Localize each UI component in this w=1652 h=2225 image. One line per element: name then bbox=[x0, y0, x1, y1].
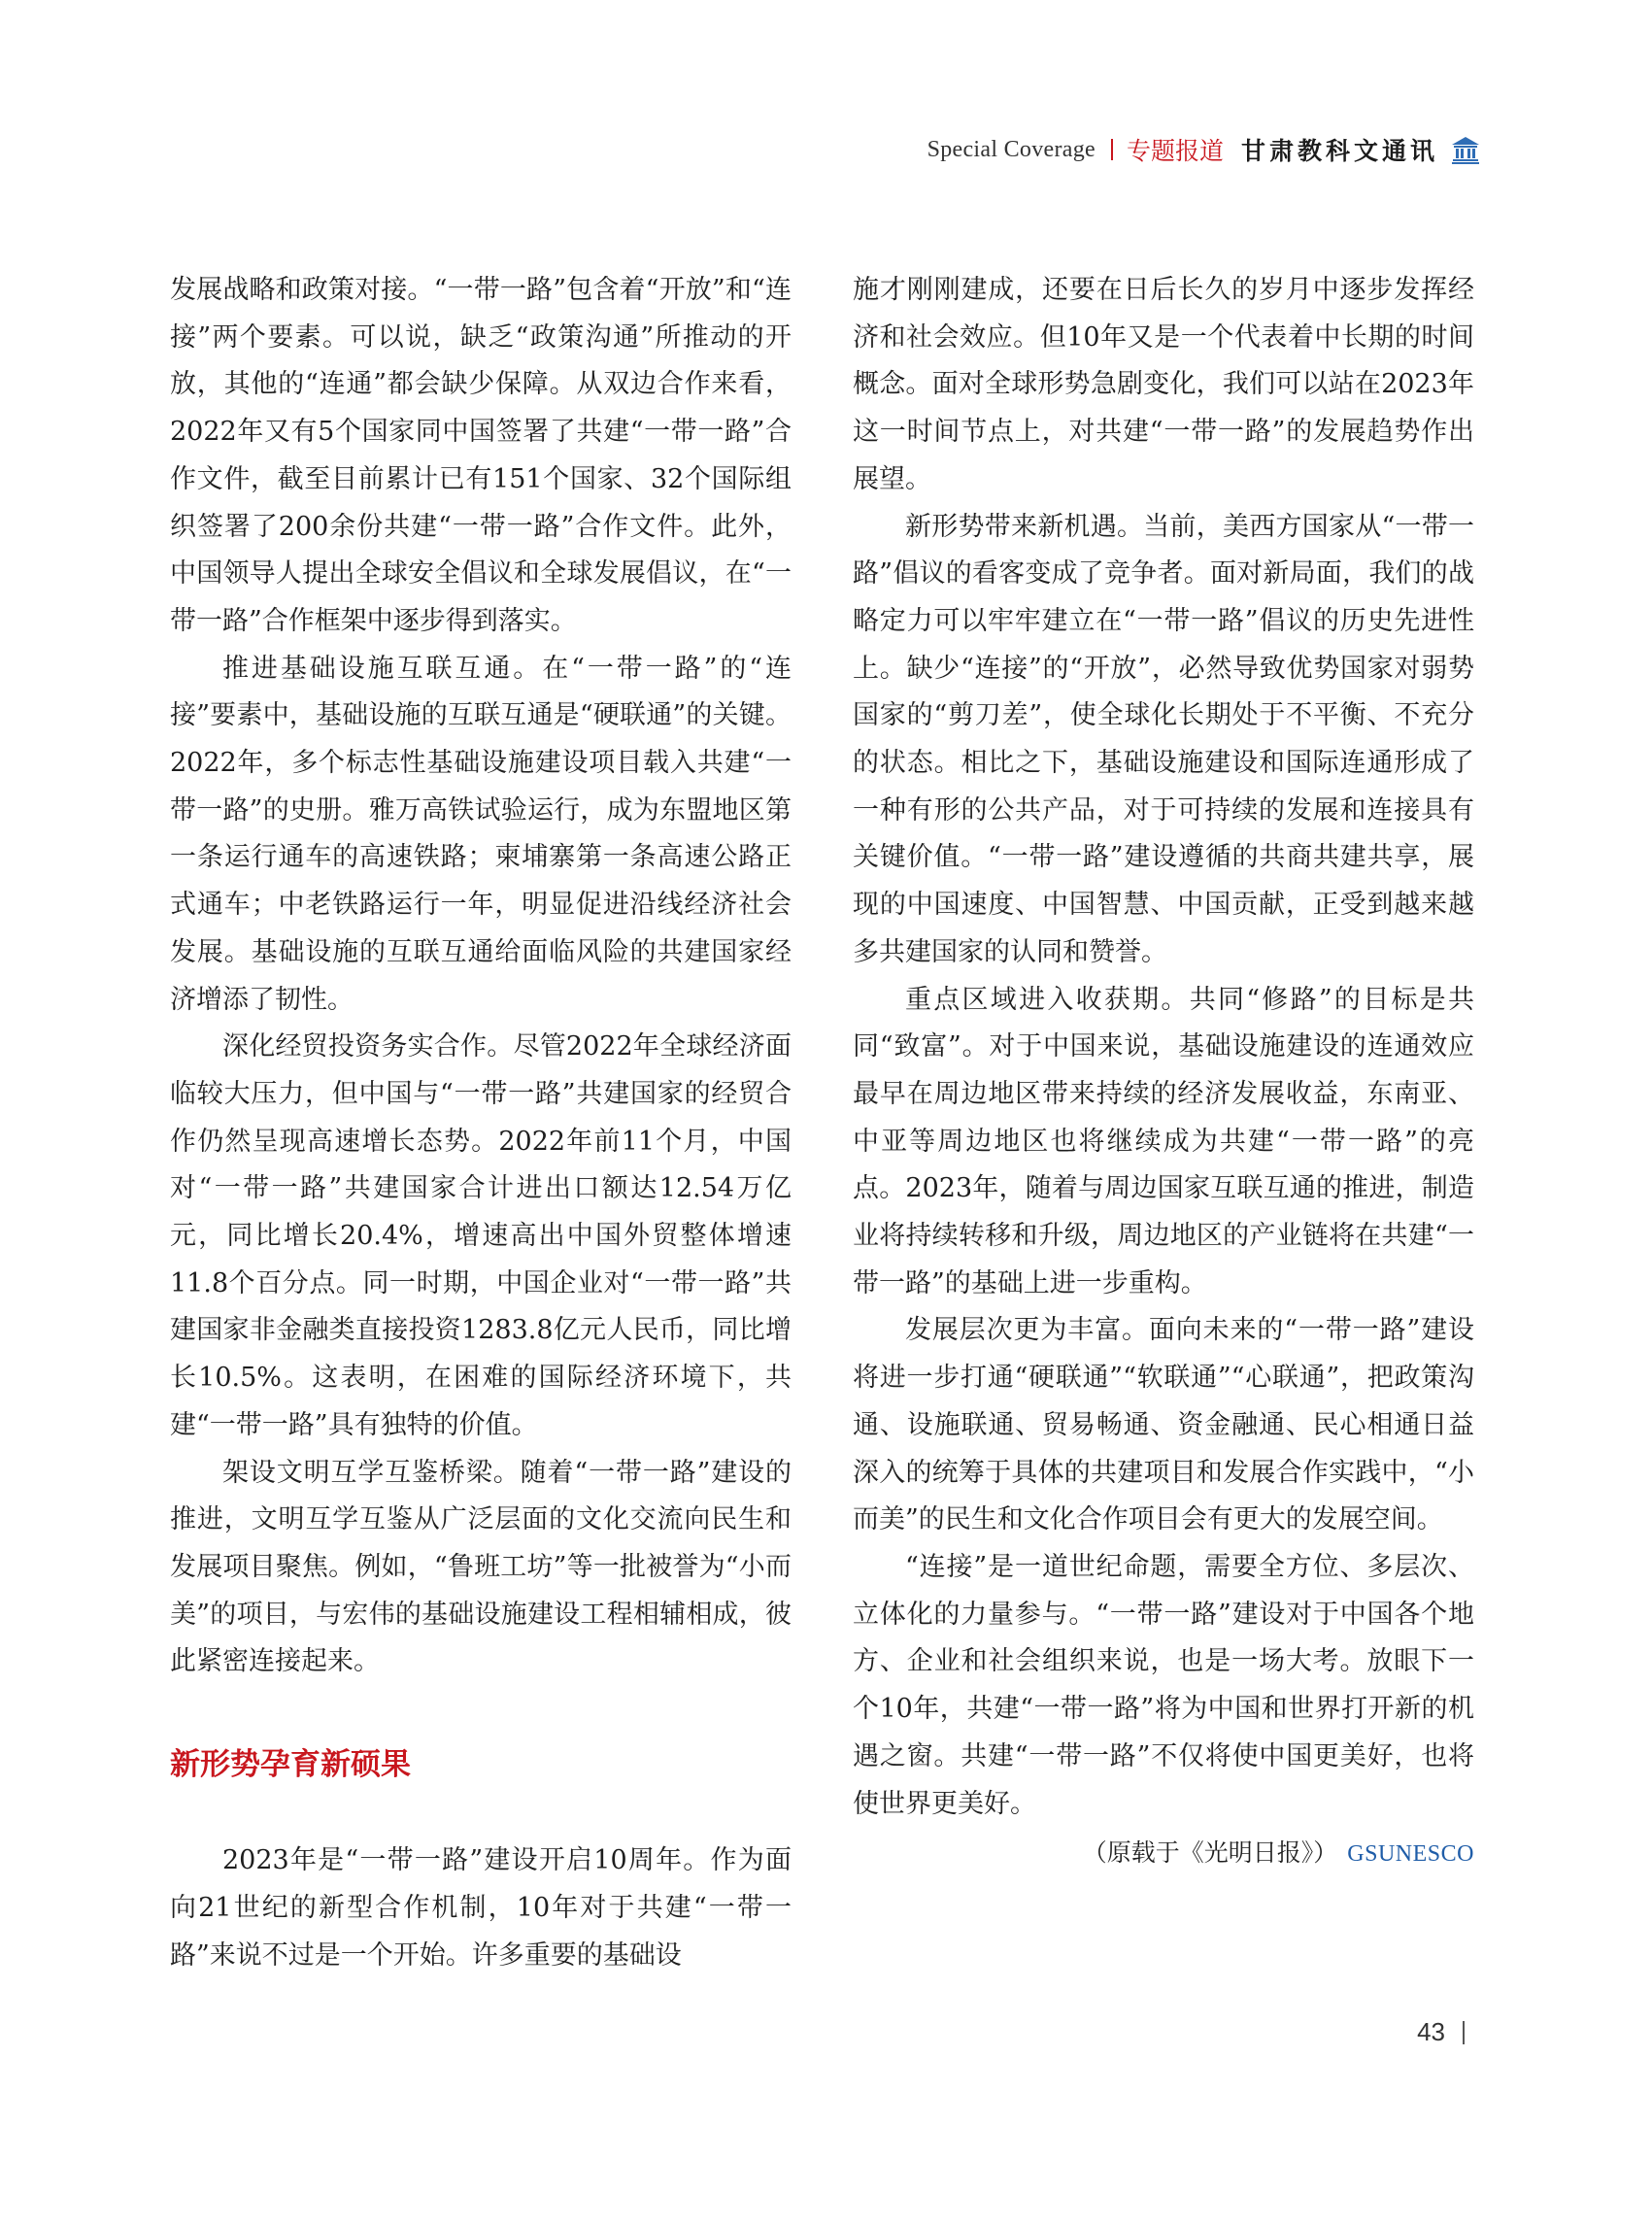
body-paragraph: 推进基础设施互联互通。在“一带一路”的“连接”要素中，基础设施的互联互通是“硬联通”的关键。2022年，多个标志性基础设施建设项目载入共建“一带一路”的史册。雅万高铁试验运行，成为东盟地区第一条运行通车的高速铁路；柬埔寨第一条高速公路正式通车；中老铁路运行一年，明显促进沿线经济社会发展。基础设施的互联互通给面临风险的共建国家经济增添了韧性。 bbox=[170, 653, 792, 1015]
page-number bbox=[1417, 2017, 1465, 2047]
source-citation: （原载于《光明日报》） bbox=[1082, 1838, 1338, 1868]
body-paragraph: “连接”是一道世纪命题，需要全方位、多层次、立体化的力量参与。“一带一路”建设对于中国各个地方、企业和社会组织来说，也是一场大考。放眼下一个10年，共建“一带一路”将为中国和世界打开新的机遇之窗。共建“一带一路”不仅将使中国更美好，也将使世界更美好。 bbox=[853, 1551, 1474, 1819]
header-divider bbox=[1111, 139, 1113, 160]
body-paragraph: 发展层次更为丰富。面向未来的“一带一路”建设将进一步打通“硬联通”“软联通”“心联通”，把政策沟通、设施联通、贸易畅通、资金融通、民心相通日益深入的统筹于具体的共建项目和发展合作实践中，“小而美”的民生和文化合作项目会有更大的发展空间。 bbox=[853, 1315, 1474, 1535]
body-paragraph: 重点区域进入收获期。共同“修路”的目标是共同“致富”。对于中国来说，基础设施建设的连通效应最早在周边地区带来持续的经济发展收益，东南亚、中亚等周边地区也将继续成为共建“一带一路”的亮点。2023年，随着与周边国家互联互通的推进，制造业将持续转移和升级，周边地区的产业链将在共建“一带一路”的基础上进一步重构。 bbox=[853, 984, 1474, 1298]
right-column bbox=[853, 267, 1474, 1878]
body-paragraph: 发展战略和政策对接。“一带一路”包含着“开放”和“连接”两个要素。可以说，缺乏“政策沟通”所推动的开放，其他的“连通”都会缺少保障。从双边合作来看，2022年又有5个国家同中国签署了共建“一带一路”合作文件，截至目前累计已有151个国家、32个国际组织签署了200余份共建“一带一路”合作文件。此外，中国领导人提出全球安全倡议和全球发展倡议，在“一带一路”合作框架中逐步得到落实。 bbox=[170, 275, 792, 636]
body-paragraph: 施才刚刚建成，还要在日后长久的岁月中逐步发挥经济和社会效应。但10年又是一个代表着中长期的时间概念。面对全球形势急剧变化，我们可以站在2023年这一时间节点上，对共建“一带一路”的发展趋势作出展望。 bbox=[853, 275, 1474, 494]
source-attribution bbox=[853, 1830, 1474, 1878]
body-paragraph: 架设文明互学互鉴桥梁。随着“一带一路”建设的推进，文明互学互鉴从广泛层面的文化交流向民生和发展项目聚焦。例如，“鲁班工坊”等一批被誉为“小而美”的项目，与宏伟的基础设施建设工程相辅相成，彼此紧密连接起来。 bbox=[170, 1457, 792, 1677]
body-paragraph: 2023年是“一带一路”建设开启10周年。作为面向21世纪的新型合作机制，10年对于共建“一带一路”来说不过是一个开始。许多重要的基础设 bbox=[170, 1845, 792, 1971]
page-number-text: 43 bbox=[1417, 2017, 1445, 2046]
section-title-cn: 专题报道 bbox=[1126, 137, 1224, 165]
page-number-bar bbox=[1463, 2021, 1465, 2044]
left-column bbox=[170, 267, 792, 1979]
section-heading: 新形势孕育新硕果 bbox=[170, 1747, 411, 1783]
section-title-en: Special Coverage bbox=[927, 136, 1096, 162]
unesco-temple-icon bbox=[1450, 134, 1481, 165]
source-brand: GSUNESCO bbox=[1347, 1841, 1474, 1868]
running-header bbox=[927, 128, 1481, 171]
body-paragraph: 新形势带来新机遇。当前，美西方国家从“一带一路”倡议的看客变成了竞争者。面对新局面，我们的战略定力可以牢牢建立在“一带一路”倡议的历史先进性上。缺少“连接”的“开放”，必然导致优势国家对弱势国家的“剪刀差”，使全球化长期处于不平衡、不充分的状态。相比之下，基础设施建设和国际连通形成了一种有形的公共产品，对于可持续的发展和连接具有关键价值。“一带一路”建设遵循的共商共建共享，展现的中国速度、中国智慧、中国贡献，正受到越来越多共建国家的认同和赞誉。 bbox=[853, 511, 1474, 967]
publication-name: 甘肃教科文通讯 bbox=[1240, 137, 1438, 165]
body-paragraph: 深化经贸投资务实合作。尽管2022年全球经济面临较大压力，但中国与“一带一路”共建国家的经贸合作仍然呈现高速增长态势。2022年前11个月，中国对“一带一路”共建国家合计进出口额达12.54万亿元，同比增长20.4%，增速高出中国外贸整体增速11.8个百分点。同一时期，中国企业对“一带一路”共建国家非金融类直接投资1283.8亿元人民币，同比增长10.5%。这表明，在困难的国际经济环境下，共建“一带一路”具有独特的价值。 bbox=[170, 1031, 792, 1440]
